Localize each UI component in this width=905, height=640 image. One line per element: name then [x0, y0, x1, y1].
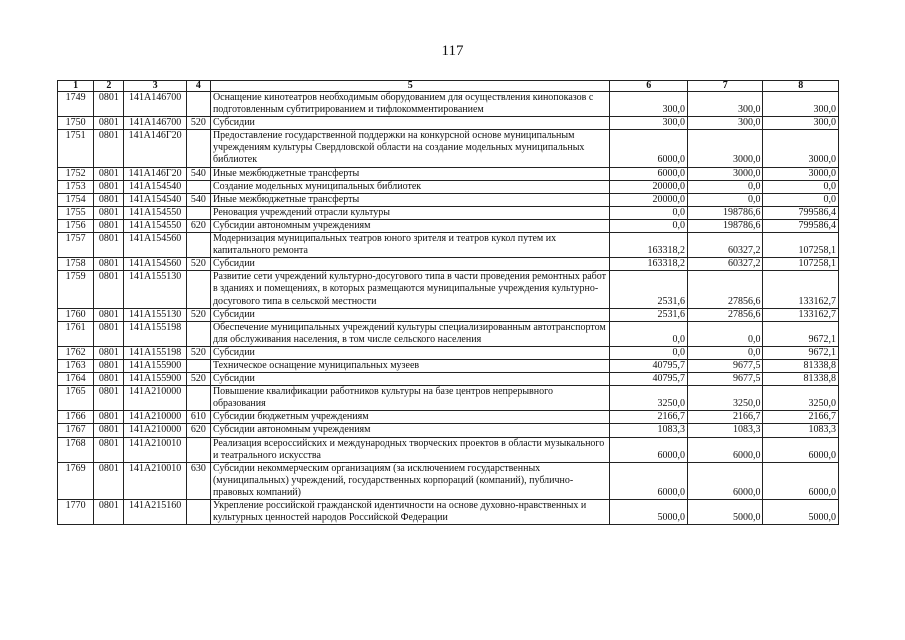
row-number: 1769	[58, 462, 94, 499]
page-number: 117	[441, 43, 464, 59]
item-name: Иные межбюджетные трансферты	[210, 167, 610, 180]
amount-col-6: 0,0	[610, 219, 687, 232]
expense-type-code: 620	[186, 219, 210, 232]
item-name: Иные межбюджетные трансферты	[210, 193, 610, 206]
section-code: 0801	[94, 500, 124, 525]
amount-col-8: 9672,1	[763, 321, 839, 346]
target-code: 141A146Г20	[124, 167, 186, 180]
amount-col-8: 1083,3	[763, 424, 839, 437]
amount-col-8: 0,0	[763, 180, 839, 193]
row-number: 1766	[58, 411, 94, 424]
col-header-7: 7	[687, 81, 762, 92]
amount-col-8: 9672,1	[763, 346, 839, 359]
item-name: Укрепление российской гражданской идентичности на основе духовно-нравственных и культурных ценностей народов Российской Федерации	[210, 500, 610, 525]
expense-type-code	[186, 233, 210, 258]
amount-col-8: 799586,4	[763, 219, 839, 232]
expense-type-code: 520	[186, 117, 210, 130]
item-name: Субсидии	[210, 308, 610, 321]
item-name: Создание модельных муниципальных библиотек	[210, 180, 610, 193]
table-row	[58, 206, 839, 219]
row-number: 1764	[58, 373, 94, 386]
table-row	[58, 321, 839, 346]
amount-col-6: 6000,0	[610, 462, 687, 499]
section-code: 0801	[94, 117, 124, 130]
target-code: 141A146Г20	[124, 130, 186, 167]
section-code: 0801	[94, 359, 124, 372]
row-number: 1757	[58, 233, 94, 258]
table-row	[58, 437, 839, 462]
amount-col-8: 3000,0	[763, 167, 839, 180]
row-number: 1752	[58, 167, 94, 180]
section-code: 0801	[94, 373, 124, 386]
target-code: 141A155900	[124, 373, 186, 386]
item-name: Субсидии автономным учреждениям	[210, 219, 610, 232]
item-name: Предоставление государственной поддержки на конкурсной основе муниципальным учреждениям культуры Свердловской области на создание модельных муниципальных библиотек	[210, 130, 610, 167]
expense-type-code	[186, 437, 210, 462]
row-number: 1767	[58, 424, 94, 437]
item-name: Субсидии	[210, 117, 610, 130]
amount-col-7: 6000,0	[687, 437, 762, 462]
expense-type-code	[186, 92, 210, 117]
amount-col-6: 20000,0	[610, 180, 687, 193]
item-name: Оснащение кинотеатров необходимым оборудованием для осуществления кинопоказов с подготовленным субтитрированием и тифлокомментированием	[210, 92, 610, 117]
expense-type-code	[186, 271, 210, 308]
section-code: 0801	[94, 308, 124, 321]
expense-type-code: 620	[186, 424, 210, 437]
amount-col-7: 198786,6	[687, 206, 762, 219]
table-row	[58, 219, 839, 232]
table-body	[58, 92, 839, 525]
section-code: 0801	[94, 193, 124, 206]
expense-type-code: 540	[186, 167, 210, 180]
amount-col-8: 3250,0	[763, 386, 839, 411]
amount-col-7: 0,0	[687, 321, 762, 346]
amount-col-6: 0,0	[610, 321, 687, 346]
row-number: 1762	[58, 346, 94, 359]
item-name: Субсидии	[210, 373, 610, 386]
expense-type-code	[186, 500, 210, 525]
amount-col-8: 2166,7	[763, 411, 839, 424]
item-name: Модернизация муниципальных театров юного зрителя и театров кукол путем их капитального ремонта	[210, 233, 610, 258]
col-header-8: 8	[763, 81, 839, 92]
amount-col-8: 81338,8	[763, 359, 839, 372]
table-row	[58, 258, 839, 271]
expense-type-code: 630	[186, 462, 210, 499]
amount-col-7: 60327,2	[687, 233, 762, 258]
col-header-3: 3	[124, 81, 186, 92]
target-code: 141A154540	[124, 180, 186, 193]
amount-col-7: 300,0	[687, 117, 762, 130]
amount-col-8: 81338,8	[763, 373, 839, 386]
amount-col-7: 300,0	[687, 92, 762, 117]
target-code: 141A215160	[124, 500, 186, 525]
amount-col-7: 1083,3	[687, 424, 762, 437]
target-code: 141A155198	[124, 346, 186, 359]
expense-type-code: 610	[186, 411, 210, 424]
item-name: Развитие сети учреждений культурно-досугового типа в части проведения ремонтных работ в зданиях и помещениях, в которых размещаются муниципальные учреждения культурно-досугового типа в сельской местности	[210, 271, 610, 308]
col-header-1: 1	[58, 81, 94, 92]
item-name: Реализация всероссийских и международных творческих проектов в области музыкального и театрального искусства	[210, 437, 610, 462]
amount-col-8: 3000,0	[763, 130, 839, 167]
section-code: 0801	[94, 321, 124, 346]
item-name: Обеспечение муниципальных учреждений культуры специализированным автотранспортом для обслуживания населения, в том числе сельского населения	[210, 321, 610, 346]
amount-col-7: 3000,0	[687, 130, 762, 167]
section-code: 0801	[94, 258, 124, 271]
row-number: 1756	[58, 219, 94, 232]
table-row	[58, 308, 839, 321]
header-row	[58, 81, 839, 92]
target-code: 141A210000	[124, 386, 186, 411]
section-code: 0801	[94, 386, 124, 411]
table-row	[58, 424, 839, 437]
amount-col-6: 300,0	[610, 117, 687, 130]
budget-table	[57, 80, 839, 525]
amount-col-7: 0,0	[687, 180, 762, 193]
row-number: 1760	[58, 308, 94, 321]
amount-col-8: 107258,1	[763, 233, 839, 258]
target-code: 141A210000	[124, 424, 186, 437]
amount-col-6: 163318,2	[610, 258, 687, 271]
amount-col-6: 3250,0	[610, 386, 687, 411]
section-code: 0801	[94, 167, 124, 180]
table-row	[58, 193, 839, 206]
expense-type-code	[186, 386, 210, 411]
amount-col-6: 40795,7	[610, 373, 687, 386]
table-row	[58, 373, 839, 386]
row-number: 1753	[58, 180, 94, 193]
amount-col-6: 6000,0	[610, 437, 687, 462]
amount-col-6: 0,0	[610, 346, 687, 359]
table-row	[58, 386, 839, 411]
col-header-2: 2	[94, 81, 124, 92]
table-row	[58, 411, 839, 424]
col-header-6: 6	[610, 81, 687, 92]
expense-type-code	[186, 359, 210, 372]
item-name: Повышение квалификации работников культуры на базе центров непрерывного образования	[210, 386, 610, 411]
row-number: 1750	[58, 117, 94, 130]
row-number: 1749	[58, 92, 94, 117]
target-code: 141A154560	[124, 233, 186, 258]
item-name: Субсидии	[210, 258, 610, 271]
row-number: 1770	[58, 500, 94, 525]
row-number: 1758	[58, 258, 94, 271]
amount-col-7: 3250,0	[687, 386, 762, 411]
target-code: 141A155900	[124, 359, 186, 372]
amount-col-6: 1083,3	[610, 424, 687, 437]
section-code: 0801	[94, 219, 124, 232]
amount-col-7: 198786,6	[687, 219, 762, 232]
section-code: 0801	[94, 437, 124, 462]
table-row	[58, 92, 839, 117]
col-header-5: 5	[210, 81, 610, 92]
section-code: 0801	[94, 92, 124, 117]
expense-type-code: 520	[186, 346, 210, 359]
section-code: 0801	[94, 424, 124, 437]
expense-type-code: 520	[186, 258, 210, 271]
row-number: 1765	[58, 386, 94, 411]
section-code: 0801	[94, 206, 124, 219]
amount-col-7: 9677,5	[687, 359, 762, 372]
amount-col-6: 2531,6	[610, 271, 687, 308]
target-code: 141A146700	[124, 92, 186, 117]
table-row	[58, 271, 839, 308]
amount-col-7: 27856,6	[687, 308, 762, 321]
col-header-4: 4	[186, 81, 210, 92]
item-name: Техническое оснащение муниципальных музеев	[210, 359, 610, 372]
amount-col-8: 300,0	[763, 92, 839, 117]
amount-col-6: 6000,0	[610, 130, 687, 167]
table-row	[58, 500, 839, 525]
expense-type-code	[186, 180, 210, 193]
amount-col-6: 2531,6	[610, 308, 687, 321]
amount-col-7: 0,0	[687, 346, 762, 359]
section-code: 0801	[94, 233, 124, 258]
amount-col-8: 799586,4	[763, 206, 839, 219]
amount-col-7: 2166,7	[687, 411, 762, 424]
table-row	[58, 462, 839, 499]
amount-col-6: 0,0	[610, 206, 687, 219]
section-code: 0801	[94, 180, 124, 193]
target-code: 141A154550	[124, 206, 186, 219]
target-code: 141A155130	[124, 271, 186, 308]
expense-type-code	[186, 321, 210, 346]
item-name: Субсидии бюджетным учреждениям	[210, 411, 610, 424]
expense-type-code: 520	[186, 373, 210, 386]
row-number: 1761	[58, 321, 94, 346]
row-number: 1751	[58, 130, 94, 167]
target-code: 141A154540	[124, 193, 186, 206]
amount-col-7: 0,0	[687, 193, 762, 206]
amount-col-6: 20000,0	[610, 193, 687, 206]
item-name: Субсидии автономным учреждениям	[210, 424, 610, 437]
target-code: 141A210010	[124, 462, 186, 499]
target-code: 141A210010	[124, 437, 186, 462]
expense-type-code: 540	[186, 193, 210, 206]
item-name: Субсидии некоммерческим организациям (за исключением государственных (муниципальных) учреждений, государственных корпораций (компаний), публично-правовых компаний)	[210, 462, 610, 499]
amount-col-6: 163318,2	[610, 233, 687, 258]
table-row	[58, 167, 839, 180]
section-code: 0801	[94, 462, 124, 499]
target-code: 141A155198	[124, 321, 186, 346]
expense-type-code	[186, 206, 210, 219]
item-name: Реновация учреждений отрасли культуры	[210, 206, 610, 219]
target-code: 141A146700	[124, 117, 186, 130]
amount-col-7: 5000,0	[687, 500, 762, 525]
amount-col-8: 107258,1	[763, 258, 839, 271]
expense-type-code: 520	[186, 308, 210, 321]
row-number: 1759	[58, 271, 94, 308]
amount-col-6: 5000,0	[610, 500, 687, 525]
table-row	[58, 359, 839, 372]
row-number: 1763	[58, 359, 94, 372]
amount-col-7: 60327,2	[687, 258, 762, 271]
amount-col-8: 6000,0	[763, 437, 839, 462]
target-code: 141A154550	[124, 219, 186, 232]
row-number: 1768	[58, 437, 94, 462]
target-code: 141A210000	[124, 411, 186, 424]
amount-col-7: 9677,5	[687, 373, 762, 386]
table-row	[58, 130, 839, 167]
table-row	[58, 117, 839, 130]
amount-col-6: 300,0	[610, 92, 687, 117]
amount-col-7: 6000,0	[687, 462, 762, 499]
section-code: 0801	[94, 346, 124, 359]
amount-col-6: 6000,0	[610, 167, 687, 180]
target-code: 141A154560	[124, 258, 186, 271]
section-code: 0801	[94, 411, 124, 424]
amount-col-6: 2166,7	[610, 411, 687, 424]
amount-col-8: 133162,7	[763, 308, 839, 321]
row-number: 1754	[58, 193, 94, 206]
amount-col-8: 133162,7	[763, 271, 839, 308]
table-row	[58, 346, 839, 359]
table-row	[58, 180, 839, 193]
item-name: Субсидии	[210, 346, 610, 359]
target-code: 141A155130	[124, 308, 186, 321]
amount-col-7: 3000,0	[687, 167, 762, 180]
amount-col-8: 300,0	[763, 117, 839, 130]
amount-col-8: 0,0	[763, 193, 839, 206]
amount-col-7: 27856,6	[687, 271, 762, 308]
amount-col-8: 6000,0	[763, 462, 839, 499]
amount-col-6: 40795,7	[610, 359, 687, 372]
section-code: 0801	[94, 271, 124, 308]
amount-col-8: 5000,0	[763, 500, 839, 525]
row-number: 1755	[58, 206, 94, 219]
section-code: 0801	[94, 130, 124, 167]
table-row	[58, 233, 839, 258]
expense-type-code	[186, 130, 210, 167]
